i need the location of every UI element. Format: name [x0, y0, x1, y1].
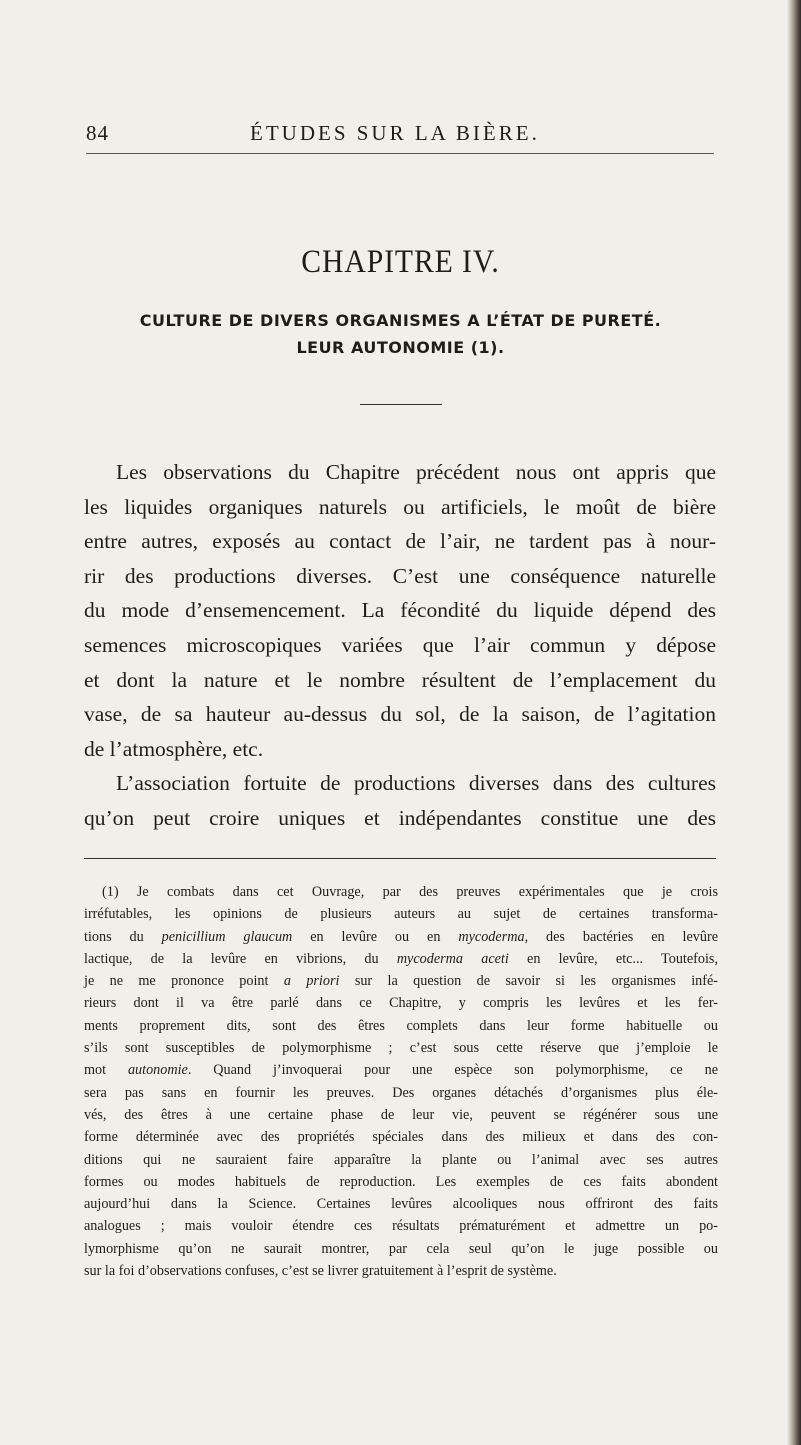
body-line: semences microscopiques variées que l’air commun y dépose	[84, 632, 716, 657]
chapter-title: CHAPITRE IV.	[301, 244, 500, 280]
body-line: les liquides organiques naturels ou artificiels, le moût de bière	[84, 494, 716, 519]
body-text	[84, 455, 716, 836]
species-name: mycoderma	[458, 928, 525, 945]
running-head	[0, 121, 801, 149]
chapter-subtitle: CULTURE DE DIVERS ORGANISMES A L’ÉTAT DE PURETÉ.	[139, 311, 662, 330]
body-line: Les observations du Chapitre précédent nous ont appris que	[116, 460, 716, 484]
footnote	[84, 881, 718, 1282]
chapter-subtitle-2: LEUR AUTONOMIE (1).	[296, 338, 505, 357]
species-name: penicillium glaucum	[161, 928, 293, 945]
footnote-line: analogues ; mais vouloir étendre ces résultats prématurément et admettre un po-	[84, 1218, 718, 1235]
footnote-line: sur la foi d’observations confuses, c’est se livrer gratuitement à l’esprit de système.	[84, 1263, 557, 1280]
species-name: mycoderma aceti	[396, 950, 509, 967]
latin-phrase: a priori	[283, 973, 340, 990]
body-line: et dont la nature et le nombre résultent de l’emplacement du	[84, 667, 716, 692]
footnote-rule	[84, 858, 716, 859]
running-title: ÉTUDES SUR LA BIÈRE.	[250, 121, 540, 145]
footnote-line: sera pas sans en fournir les preuves. Des organes détachés d’organismes plus éle-	[84, 1084, 718, 1101]
footnote-line: s’ils sont susceptibles de polymorphisme ; c’est sous cette réserve que j’emploie le	[84, 1040, 718, 1057]
section-divider	[360, 404, 442, 405]
body-line: entre autres, exposés au contact de l’air, ne tardent pas à nour-	[84, 529, 716, 554]
footnote-line: mot autonomie. Quand j’invoquerai pour une espèce son polymorphisme, ce ne	[84, 1062, 718, 1079]
footnote-line: ditions qui ne sauraient faire apparaître la plante ou l’animal avec ses autres	[84, 1151, 718, 1168]
body-line: qu’on peut croire uniques et indépendantes constitue une des	[84, 805, 716, 830]
emphasis-term: autonomie	[127, 1062, 188, 1079]
footnote-line: ments proprement dits, sont des êtres complets dans leur forme habituelle ou	[84, 1017, 718, 1034]
footnote-line: forme déterminée avec des propriétés spéciales dans des milieux et dans des con-	[84, 1129, 718, 1146]
footnote-line: aujourd’hui dans la Science. Certaines levûres alcooliques nous offriront des faits	[84, 1196, 718, 1213]
footnote-line: lactique, de la levûre en vibrions, du mycoderma aceti en levûre, etc... Toutefois,	[84, 950, 718, 967]
body-line: vase, de sa hauteur au-dessus du sol, de la saison, de l’agitation	[84, 702, 716, 727]
footnote-line: tions du penicillium glaucum en levûre ou en mycoderma, des bactéries en levûre	[84, 928, 719, 945]
body-line: du mode d’ensemencement. La fécondité du liquide dépend des	[84, 598, 716, 623]
body-line: de l’atmosphère, etc.	[84, 736, 264, 761]
footnote-line: lymorphisme qu’on ne saurait montrer, par cela seul qu’on le juge possible ou	[84, 1240, 718, 1257]
header-rule	[86, 153, 714, 154]
footnote-line: je ne me prononce point a priori sur la question de savoir si les organismes infé-	[84, 973, 718, 990]
page-spine-shadow	[787, 0, 801, 1445]
body-line: rir des productions diverses. C’est une conséquence naturelle	[84, 563, 716, 588]
footnote-line: (1) Je combats dans cet Ouvrage, par des preuves expérimentales que je crois	[102, 884, 718, 900]
footnote-line: formes ou modes habituels de reproduction. Les exemples de ces faits abondent	[84, 1173, 718, 1190]
footnote-line: vés, des êtres à une certaine phase de leur vie, peuvent se régénérer sous une	[84, 1106, 718, 1123]
body-line: L’association fortuite de productions diverses dans des cultures	[116, 771, 716, 796]
page-number: 84	[86, 121, 109, 145]
footnote-line: rieurs dont il va être parlé dans ce Chapitre, y compris les levûres et les fer-	[84, 995, 718, 1012]
footnote-line: irréfutables, les opinions de plusieurs auteurs au sujet de certaines transforma-	[84, 906, 718, 923]
